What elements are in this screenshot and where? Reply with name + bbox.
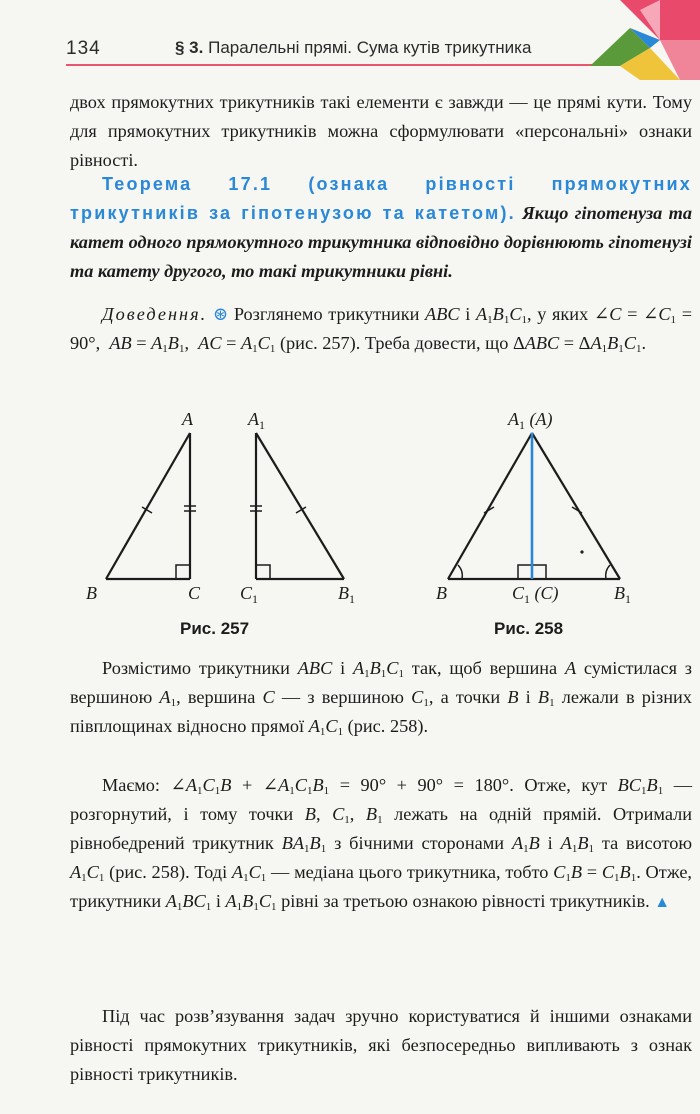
figures-svg (60, 395, 700, 615)
proof-text-3: у яких (537, 304, 589, 324)
p3-text-d: лежать на одній прямій. Отримали рівнобедрений трикутник (70, 804, 693, 853)
label-b: B (86, 583, 97, 603)
fig257-triangle-a1b1c1 (250, 433, 344, 579)
p3-text-f: і (547, 833, 553, 853)
section-number: § 3. (175, 38, 204, 57)
label-c1: $C_1$ (240, 583, 259, 606)
p2-text-j: (рис. 258). (347, 716, 429, 736)
label-258-b1: $B_1$ (614, 583, 631, 606)
p2-text-a: Розмістимо трикутники (102, 658, 290, 678)
label-258-b: B (436, 583, 447, 603)
proof-text-2: і (465, 304, 471, 324)
proof-start-icon: ⊛ (212, 304, 229, 324)
p3-text-h: (рис. 258). Тоді (109, 862, 228, 882)
label-a: A (182, 409, 193, 429)
label-a1: $A_1$ (248, 409, 265, 432)
p3-text-e: з бічними сторонами (334, 833, 505, 853)
header-rule (66, 64, 614, 66)
p2-text-d: сумістилася з вершиною (70, 658, 692, 707)
p3-text-a: Маємо: (102, 775, 161, 795)
label-258-bottom: $C_1$ (C) (512, 583, 559, 606)
closing-text: Під час розв’язування задач зручно користуватися й іншими ознаками рівності прямокутних трикутників, які безпосередньо випливають з ознак рівності трикутників. (70, 1006, 692, 1084)
fig258-dot (580, 550, 583, 553)
intro-paragraph (70, 88, 692, 175)
running-title (175, 38, 531, 58)
p2-text-b: і (340, 658, 346, 678)
p2-text-h: і (525, 687, 531, 707)
label-b1: $B_1$ (338, 583, 355, 606)
theorem-heading: Теорема 17.1 (ознака рівності прямокутних трикутників за гіпотенузою та катетом). (70, 174, 692, 223)
page-number: 134 (66, 38, 101, 59)
p2-text-f: — з вершиною (281, 687, 404, 707)
page-header (0, 0, 700, 80)
p2-text-i: лежали в різних півплощинах відносно прямої (70, 687, 692, 736)
fig257-triangle-abc (106, 433, 196, 579)
proof-paragraph: Доведення. ⊛ Розглянемо трикутники ABC і $A_1B_1C_1$, у яких ∠C = $\angle C_1 = 90^\circ$, AB = $A_1B_1$, AC = $A_1C_1$ (рис. 257). Треба довести, що $\Delta ABC = \Delta A_1B_1C_1$. (70, 304, 693, 355)
p3-text-i: — медіана цього трикутника, тобто (271, 862, 549, 882)
placement-paragraph: Розмістимо трикутники ABC і $A_1B_1C_1$ так, щоб вершина A сумістилася з вершиною $A_1$, вершина C — з вершиною $C_1$, а точки B і $B_1$ лежали в різних півплощинах відносно прямої $A_1C_1$ (рис. 258). (70, 658, 692, 738)
proof-text-1: Розглянемо трикутники (233, 304, 420, 324)
intro-text: двох прямокутних трикутників такі елементи є завжди — це прямі кути. Тому для прямокутних трикутників можна сформулювати «персональні» ознаки рівності. (70, 92, 692, 170)
section-title: Паралельні прямі. Сума кутів трикутника (208, 38, 532, 57)
proof-label: Доведення. (102, 304, 208, 324)
theorem-statement: Якщо гіпотенуза та катет одного прямокутного трикутника відповідно дорівнюють гіпотенузі та катету другого, то такі трикутники рівні. (70, 203, 692, 281)
p3-text-j: Отже, трикутники (70, 862, 693, 911)
p2-text-g: , а точки (428, 687, 501, 707)
label-c: C (188, 583, 201, 603)
p3-text-l: рівні за третьою ознакою рівності трикутників. (281, 891, 650, 911)
proof-conclusion-paragraph: Маємо: $\angle A_1C_1B$ + $\angle A_1C_1B_1 = 90^\circ + 90^\circ = 180^\circ$. Отже, кут $BC_1B_1$ — розгорнутий, і тому точки B, $C_1$, $B_1$ лежать на одній прямій. Отримали рівнобедрений трикутник $BA_1B_1$ з бічними сторонами $A_1B$ і $A_1B_1$ та висотою $A_1C_1$ (рис. 258). Тоді $A_1C_1$ — медіана цього трикутника, тобто $C_1B = C_1B_1$. Отже, трикутники $A_1BC_1$ і $A_1B_1C_1$ рівні за третьою ознакою рівності трикутників. ▲ (70, 775, 693, 913)
fig258-triangle (448, 433, 620, 579)
p2-text-e: , вершина (176, 687, 256, 707)
proof-end-icon: ▲ (654, 894, 671, 911)
p3-text-k: і (215, 891, 221, 911)
p3-text-c: — розгорнутий, і тому точки (70, 775, 693, 824)
proof-text-4: (рис. 257). Треба довести, що (279, 333, 509, 353)
figures-area (60, 395, 700, 645)
closing-paragraph (70, 1002, 692, 1089)
p3-text-g: та висотою (601, 833, 693, 853)
caption-fig258: Рис. 258 (494, 619, 564, 638)
tangram-corner-decoration (590, 0, 700, 80)
p3-text-b: Отже, кут (524, 775, 608, 795)
label-258-top: $A_1$ (A) (508, 409, 553, 432)
caption-fig257: Рис. 257 (180, 619, 250, 638)
p2-text-c: так, щоб вершина (411, 658, 558, 678)
theorem-block (70, 170, 692, 286)
